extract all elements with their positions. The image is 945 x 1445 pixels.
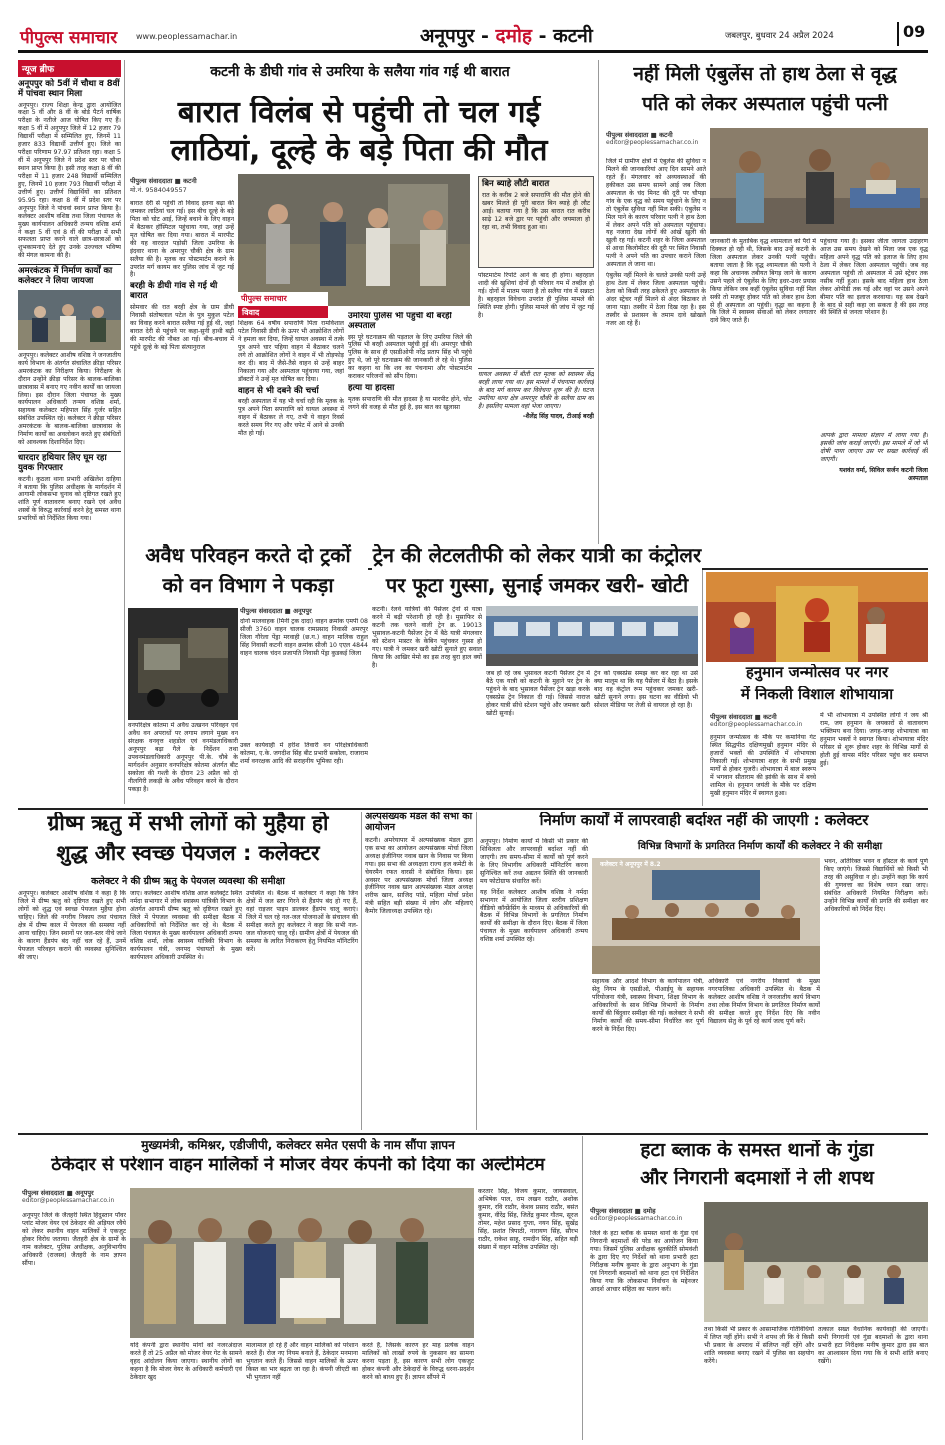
temple-col-2: में भी शोभायात्रा में उपस्थित लोगों ने जय श्री राम, जय हनुमान के जयकारों से वातावरण भक्तिमय बना दिया। जगह-जगह शोभायात्रा का हनुमान भक्तों ने स्वागत किया। शोभायात्रा मंदिर परिसर से शुरू होकर शहर के विभिन्न मार्गों से होती हुई वापस मंदिर परिसर पहुंच कर समाप्त हुई। bbox=[820, 712, 928, 767]
brief-headline-2: अमरकंटक में निर्माण कार्यों का कलेक्टर ने लिया जायजा bbox=[18, 264, 121, 287]
train-col-2: जब हो रहे जब भुसावल कटनी पैसेंजर ट्रेन में बैठे एक यात्री को कटनी के मुहाने पर ट्रेन के पहुंचने के बाद भुसावल पैसेंजर ट्रेन खड़ा करके एक्सप्रेस ट्रेन निकाल दी गई। जिससे नाराज होकर यात्री सीधे स्टेशन पहुंचे और जमकर खरी खोटी सुनाई। bbox=[486, 670, 590, 717]
masthead bbox=[0, 0, 945, 56]
mojar-col-3: मालामाल हो रहे हैं और वाहन मालिकों को परेशान करते हैं। रोज नए नियम बनाते हैं, ठेकेदार मनमाना भुगतान करते हैं। जिससे वाहन मालिकों के ऊपर किस्त का भार बढ़ता जा रहा है। कंपनी जीएटी का भी भुगतान नहीं bbox=[246, 1342, 358, 1381]
truck-headline-line-1: अवैध परिवहन करते दो ट्रकों bbox=[128, 544, 368, 572]
masthead-url[interactable]: www.peoplessamachar.in bbox=[136, 32, 238, 41]
water-headline-2: शुद्ध और स्वच्छ पेयजल : कलेक्टर bbox=[56, 842, 320, 865]
mojar-col-1: अनूपपुर जिले के जैतहरी स्थित हिंदुस्तान पॉवर प्लांट मोजर वेयर एवं ठेकेदार की अड़ियल रवैये को लेकर स्थानीय वाहन मालिकों ने एकजुट होकर विरोध जताया। जैतहरी क्षेत्र के ग्रामों के नाम कलेक्टर, पुलिस अधीक्षक, अनुविभागीय अधिकारी (राजस्व) जैतहरी के नाम ज्ञापन सौंपा। bbox=[22, 1212, 126, 1267]
column-divider bbox=[361, 812, 362, 1130]
barat-col-2: शिक्षक 64 वर्षीय सपाराणि पिता रामविशाल पटेल निवासी डीघी के ऊपर भी आक्रोशित लोगों ने हमला कर दिया, जिन्हें घायल अवस्था में तत्के पुत्र अपने चार पहिया वाहन में बैठाकर चलने लगे तो आक्रोशित लोगों ने वाहन में भी तोड़फोड़ कर दी। बाद में जैसे-तैसे वाहन से उन्हें बाहर निकाला गया और अस्पताल पहुंचाया गया, जहां डॉक्टरों ने उन्हें मृत घोषित कर दिया। वाहन से भी दबने की चर्चा बरही अस्पताल में यह भी चर्चा रही कि मृतक के पुत्र अपने पिता सपाराणि को घायल अवस्था में वाहन में बैठाकर ले गए, तभी ये वाहन रिवर्स करते समय गिर गए और चपेट में आने से उनकी मौत हो गई। bbox=[238, 320, 344, 438]
barat-quote: घायल अवस्था में बीती रात मृतक को स्वास्थ्य केंद्र बरही लाया गया था। इस मामले में पंचनामा कार्रवाई के बाद मर्ग कायम कर विवेचना शुरू की है। घटना उमरिया थाना क्षेत्र अमरपुर चौकी के सलैया ग्राम का है। इसलिए मामला वहां भेजा जाएगा। -शैलेंद्र सिंह यादव, टीआई बरही bbox=[478, 368, 594, 486]
water-col-1: अनूपपुर। कलेक्टर आशीष वशिष्ठ ने कहा है कि जिले में ग्रीष्म ऋतु को दृष्टिगत रखते हुए सभी लोगों को शुद्ध एवं स्वच्छ पेयजल मुहैया होना चाहिए। जिले की नगरीय निकाय तथा पंचायत क्षेत्र में ग्रीष्म काल में पेयजल की समस्या नहीं आना चाहिए। जिन स्थानों पर जल-स्तर नीचे जाने के कारण हैंडपंप बंद नहीं चल रहे हैं, उनमें पेयजल परिवहन कराने की व्यवस्था सुनिश्चित की जाए। bbox=[18, 890, 126, 961]
brief-body-3: कटनी। कुठला थाना प्रभारी अखिलेश दाहिया ने बताया कि पुलिस अधीक्षक के मार्गदर्शन में आगामी लोकसभा चुनाव को दृष्टिगत रखते हुए शांति पूर्ण वातावरण बनाए रखने एवं अवैध शस्त्रों के विरुद्ध कार्रवाई करने हेतु समस्त थाना प्रभारियों को निर्देशित किया गया। bbox=[18, 475, 121, 523]
masthead-region: अनूपपुर - दमोह - कटनी bbox=[420, 25, 593, 47]
review-photo-caption: कलेक्टर ने अनूपपुर में 8.2 bbox=[600, 861, 661, 868]
header-rule bbox=[18, 50, 928, 53]
train-col-3: ट्रेन को एक्सप्रेस समझ कर कर रहा था उसे क्या मालूम था कि यह पैसेंजर में बैठा है। इसके बाद वह कंट्रोल रूम पहुंचकर जमकर खरी-खोटी सुनाने लगा। इस घटना का वीडियो भी सोशल मीडिया पर तेजी से वायरल हो रहा है। bbox=[594, 670, 698, 709]
section-rule bbox=[18, 1133, 928, 1135]
review-col-1: अनूपपुर। निर्माण कार्यों में किसी भी प्रकार की शिथिलता और लापरवाही बर्दाश्त नहीं की जाएगी। तय समय-सीमा में कार्यों को पूर्ण करने के लिए विभागीय अधिकारी मॉनिटरिंग करना सुनिश्चित करें तथा अद्यतन स्थिति की जानकारी मय फोटोग्राफ संधारित करें। यह निर्देश कलेक्टर आशीष वशिष्ठ ने नर्मदा सभागार में आयोजित जिला स्तरीय प्रशिक्षण वीडियो कॉन्फ्रेंसिंग के माध्यम से अधिकारियों की बैठक में विभिन्न विभागों के प्रगतिरत निर्माण कार्यों की समीक्षा के दौरान दिए। बैठक में जिला पंचायत के मुख्य कार्यपालन अधिकारी तन्मय वशिष्ठ शर्मा उपस्थित रहे। bbox=[480, 838, 588, 944]
goonda-headline-2: और निगरानी बदमाशों ने ली शपथ bbox=[640, 1168, 874, 1189]
water-col-3: उपस्थित थे। बैठक में कलेक्टर ने कहा कि जिन क्षेत्रों में जल स्तर गिरने से हैंडपंप बंद हो गए हैं, वहां राइजर पाइप डालकर हैंडपंप चालू कराएं। जिले में चल रहे नल-जल योजनाओं के संचालन की समीक्षा करते हुए कलेक्टर ने कहा कि सभी नल-जल योजनाएं चालू रहें। ग्रामीण क्षेत्रों में पेयजल की समस्या के त्वरित निराकरण हेतु नियमित मॉनिटरिंग करें। bbox=[246, 890, 358, 953]
mojar-photo bbox=[130, 1188, 474, 1338]
goonda-col-1: जिले के हटा ब्लॉक के समस्त थानों के गुंडा एवं निगरानी बदमाशों की परेड का आयोजन किया गया। जिसमें पुलिस अधीक्षक श्रुतकीर्ति सोमवंशी के द्वारा दिए गए निर्देशों को थाना प्रभारी हटा निरीक्षक मनीष कुमार के द्वारा अनुभाग के गुंडा एवं निगरानी बदमाशों को थाना हटा एवं निर्देशित किया गया कि लोकसभा निर्वाचन के मद्देनजर आदर्श आचार संहिता का पालन करें। bbox=[590, 1230, 698, 1293]
ambulance-headline-2: पति को लेकर अस्पताल पहुंची पत्नी bbox=[642, 94, 888, 115]
mojar-headline: ठेकेदार से परेशान वाहन मालिकों ने मोजर वेयर कंपनी को दिया का अल्टीमेटम bbox=[51, 1156, 545, 1175]
truck-extra-text: उक्त कार्यवाही में हरीश तिवारी वन परिक्षेत्राधिकारी कोतमा, ए.के. जगदीश सिंह बीट प्रभारी सकोला, राजाराम शर्मा वनरक्षक आदि की सराहनीय भूमिका रही। bbox=[240, 742, 368, 765]
brief-body-2: अनूपपुर। कलेक्टर आशीष वशिष्ठ ने जनजातीय कार्य विभाग के अंतर्गत संचालित क्रीड़ा परिसर अमरकंटक का निरीक्षण किया। निरीक्षण के दौरान उन्होंने क्रीड़ा परिसर के बालक-बालिका छात्रावास में बनाए गए नवीन कार्यों का जायजा लिया। इस दौरान जिला पंचायत के मुख्य कार्यपालन अधिकारी तन्मय वशिष्ठ शर्मा, सहायक कलेक्टर महिपाल सिंह गुर्जर सहित संबंधित उपस्थित रहे। कलेक्टर ने क्रीड़ा परिसर अमरकंटक के बालक-बालिका छात्रावास के निर्माण कार्यों का अवलोकन करते हुए संबंधितों को आवश्यक दिशानिर्देश दिए। bbox=[18, 351, 121, 447]
temple-photo bbox=[706, 572, 928, 662]
review-headline: निर्माण कार्यों में लापरवाही बर्दाश्त नहीं की जाएगी : कलेक्टर bbox=[539, 812, 869, 829]
goonda-byline: पीपुल्स संवाददाता ■ दमोह editor@peoplessamachar.co.in bbox=[590, 1207, 683, 1222]
barat-box: बिन ब्याहे लौटी बारात रात के करीब 2 बजे सपाराणि की मौत होने की खबर मिलते ही पूरी बारात बिन ब्याहे ही लौट आई। बताया गया है कि उस बारात रात करीब साढ़े 12 बजे द्वार पर पहुंची और जयमाला हो रहा था, तभी विवाद हुआ था। bbox=[478, 176, 594, 268]
mojar-byline: पीपुल्स संवाददाता ■ अनूपपुर editor@peoplessamachar.co.in bbox=[22, 1189, 115, 1204]
page-number: 09 bbox=[897, 22, 927, 46]
ambulance-headline-1: नहीं मिली एंबुलेंस तो हाथ ठेला से वृद्ध bbox=[633, 64, 897, 85]
ambulance-col-1: जिले में ग्रामीण क्षेत्रों में एंबुलेंस की सुविधा न मिलने की जानकारियां आए दिन सामने आते रहते हैं। मंगलवार को अव्यवस्थाओं की हकीकत उस समय सामने आई जब जिला अस्पताल के चंद मिनट की दूरी पर चौपड़ा गांव के एक वृद्ध को समय पहुंचाने के लिए न तो एंबुलेंस सुविधा नहीं मिल सकी। एंबुलेंस न मिल पाने के कारण परिवार पत्नी ने हाथ ठेला में लेकर अपने पति को अस्पताल पहुंचाया। यह नजारा देख लोगों की आंखें खुली की खुली रह गई। कटनी शहर के जिला अस्पताल से आधा किलोमीटर की दूरी पर स्थित निवासी पत्नी ने अपने पति का उपचार कराने जिला अस्पताल ले जाना था। एंबुलेंस नहीं मिलने के चलते उनकी पत्नी उन्हें हाथ ठेला में लेकर जिला अस्पताल पहुंची। ठेला को किसी तरह ढकेलते हुए अस्पताल के अंदर स्ट्रेचर नहीं मिलने से अंदर बिठाकर ले जाना पड़ा। तस्वीर में ठेला दिख रहा है। इस तस्वीर से प्रशासन के तमाम दावे खोखले नजर आ रहे हैं। bbox=[606, 158, 706, 327]
barat-headline-1: बारात विलंब से पहुंची तो चल गई bbox=[177, 96, 541, 130]
masthead-logo: पीपुल्स समाचार bbox=[20, 28, 118, 48]
ambulance-note: आपके द्वारा मामला संज्ञान में लाया गया है। इसकी जांच कराई जाएगी। इस मामले में जो भी दोषी पाया जाएगा उस पर सख्त कार्रवाई की जाएगी। यशवंत वर्मा, सिविल सर्जन कटनी जिला अस्पताल bbox=[820, 432, 928, 482]
temple-headline-2: में निकली विशाल शोभायात्रा bbox=[740, 686, 894, 703]
truck-col-1: वनपरिक्षेत्र कोतमा में अवैध उत्खनन परिवहन एवं अवैध वन अपराधों पर लगाम लगाने मुख्य वन संरक्षक वनवृत्त शहडोल एवं वनमंडलाधिकारी अनूपपुर बढ़ा गैले के निर्देशन तथा उपवनमंडलाधिकारी अनूपपुर पी.के. चौबे के मार्गदर्शन अनुसार वनपरिक्षेत्र कोतमा अंतर्गत बीट सकोला की गश्ती के दौरान 23 अप्रैल को दो नीलगिरी लकड़ी के अवैध परिवहन करने के दौरान पकड़ा है। bbox=[128, 722, 238, 793]
column-divider bbox=[598, 60, 599, 570]
mojar-col-4: करते हैं, जिसके कारण हर माह प्रत्येक वाहन मालिकों को लाखों रुपये के नुकसान का सामना करना पड़ता है, इस कारण सभी लोग एकजुट होकर कंपनी और ठेकेदारों के विरुद्ध धरना-प्रदर्शन करने को बाध्य हुए हैं। ज्ञापन सौंपने में bbox=[362, 1342, 474, 1381]
temple-byline: पीपुल्स संवाददाता ■ कटनी editor@peoplessamachar.co.in bbox=[710, 713, 803, 728]
barat-col-1: बारात देरी से पहुंची तो विवाद इतना बढ़ा की जमकर लाठियां चल गई। इस बीच दूल्हे के बड़े पिता को चोट आई, जिन्हें बचाने के लिए वाहन में बैठाकर हॉस्पिटल पहुंचाया गया, जहां उन्हें मृत घोषित कर दिया गया। बारात में मारपीट की यह वारदात पड़ोसी जिला उमरिया के इंदवार थाना के अमरपुर चौकी क्षेत्र के ग्राम सलैया की है। मृतक का पोस्टमार्टम कराने के उपरांत मर्ग कायम कर पुलिस जांच में जुट गई है। बरही के डीघी गांव से गई थी बारात सोमवार की रात बरही क्षेत्र के ग्राम डीघी निवासी संतोषलाल पटेल के पुत्र मुकुल पटेल का विवाह करने बारात सलैया गई हुई थी, जहां बारात देरी से पहुंचने पर कहा-सुनी हाथी बढ़ी की मारपीट की नौबत आ गई। बीच-बचाव में पहुंचे दूल्हे के बड़े पिता संत्यानुराज bbox=[130, 200, 234, 351]
review-col-2: सहायक और आदर्श विभाग के कार्यपालन यंत्री, सेतु निगम के एसडीओ, पीआईयू के सहायक परियोजना यंत्री, स्वास्थ्य विभाग, शिक्षा विभाग के अधिकारियों के साथ विभिन्न विभागों के निर्माण कार्यों की बिंदुवार समीक्षा की गई। कलेक्टर ने सभी निर्माण कार्यों की समय-सीमा निर्धारित कर पूर्ण करने के निर्देश दिए। bbox=[592, 978, 704, 1033]
water-subhead: कलेक्टर ने की ग्रीष्म ऋतु के पेयजल व्यवस्था की समीक्षा bbox=[91, 876, 285, 887]
column-divider bbox=[476, 812, 477, 1130]
brief-body-1: अनूपपुर। राज्य शिक्षा केन्द्र द्वारा आयोजित कक्षा 5 वीं और 8 वीं के बोर्ड पैटर्न वार्षिक परीक्षा के नतीजे आज घोषित किए गए हैं। कक्षा 5 वीं में अनूपपुर जिले में 12 हजार 79 विद्यार्थी परीक्षा में सम्मिलित हुए, जिनमें 11 हजार 833 विद्यार्थी उत्तीर्ण हुए। जिले का परीक्षा परिणाम 97.97 प्रतिशत रहा। कक्षा 5 वीं में अनूपपुर जिले ने प्रदेश स्तर पर चौथा स्थान प्राप्त किया है। इसी तरह कक्षा 8 वीं की परीक्षा में 11 हजार 248 विद्यार्थी सम्मिलित हुए, जिनमें 10 हजार 793 विद्यार्थी परीक्षा में उत्तीर्ण हुए। उत्तीर्ण विद्यार्थियों का प्रतिशत 95.95 रहा। कक्षा 8 वीं में प्रदेश स्तर पर अनूपपुर जिले ने पांचवां स्थान प्राप्त किया है। कलेक्टर आशीष वशिष्ठ तथा जिला पंचायत के मुख्य कार्यपालन अधिकारी तन्मय वशिष्ठ शर्मा ने कक्षा 5 वीं एवं 8 वीं की परीक्षा में सभी सफलता प्राप्त करने वाले छात्र-छात्राओं को शुभकामनाएं देते हुए उनके उज्ज्वल भविष्य की मंगल कामना की है। bbox=[18, 101, 121, 260]
mojar-kicker: मुख्यमंत्री, कमिश्नर, एडीजीपी, कलेक्टर समेत एसपी के नाम सौंपा ज्ञापन bbox=[141, 1138, 455, 1152]
brief-headline-1: अनूपपुर को 5वीं में चौथा व 8वीं में पांचवा स्थान मिला bbox=[18, 79, 120, 99]
barat-col-4: पोस्टमार्टम रिपोर्ट आने के बाद ही होगा। बहरहाल शादी की खुशियां दोनों ही परिवार गम में तब्दील हो गई। दोनों में मातम पसरा है तो सलैया गांव में सन्नाटा है। बहरहाल विवेचना उपरांत ही पुलिस मामले की स्थिति स्पष्ट होगी। पुलिस मामले की जांच में जुट गई है। bbox=[478, 272, 594, 319]
review-col-4: भवन, अतिरिक्त भवन व हॉस्टल के कार्य पूर्ण किए जाएंगे। जिससे विद्यार्थियों को किसी भी तरह की असुविधा न हो। उन्होंने कहा कि कार्य की गुणवत्ता का विशेष ध्यान रखा जाए। संबंधित अधिकारी नियमित निरीक्षण करें। उन्होंने विभिन्न कार्यों की प्रगति की समीक्षा कर अधिकारियों को निर्देश दिए। bbox=[824, 858, 928, 913]
barat-headline-2: लाठियां, दूल्हे के बड़े पिता की मौत bbox=[170, 134, 548, 168]
barat-kicker: कटनी के डीघी गांव से उमरिया के सलैया गांव गई थी बारात bbox=[210, 64, 510, 80]
water-col-2: जाए। कलेक्टर आशीष वशिष्ठ आज कलेक्ट्रेट स्थित नर्मदा सभागार में लोक स्वास्थ्य यांत्रिकी विभाग के अंतर्गत आगामी ग्रीष्म ऋतु को दृष्टिगत रखते हुए जिले में पेयजल व्यवस्था की समीक्षा बैठक में अधिकारियों को निर्देशित कर रहे थे। बैठक में जिला पंचायत के मुख्य कार्यपालन अधिकारी तन्मय वशिष्ठ शर्मा, लोक स्वास्थ्य यांत्रिकी विभाग के कार्यपालन यंत्री, जनपद पंचायतों के मुख्य कार्यपालन अधिकारी उपस्थित थे। bbox=[130, 890, 242, 961]
barat-col-3: उमरिया पुलिस भी पहुंची थी बरही अस्पताल इस पूरे घटनाक्रम की पड़ताल के लिए उमरिया जिले की पुलिस भी बरही अस्पताल पहुंची हुई थी। अमरपुर चौकी पुलिस के साथ ही एसडीओपी नरेंद्र प्रताप सिंह भी पहुंचे हुए थे, जो पूरे घटनाक्रम की जानकारी ले रहे थे। पुलिस का कहना था कि शव का पंचनामा और पोस्टमार्टम कराकर परिजनों को सौंप दिया। हत्या या हादसा मृतक सपाराणि की मौत हादसा है या मारपीट होने, चोट लगने की वजह से मौत हुई है, इस बात का खुलासा bbox=[348, 312, 472, 411]
truck-headline-line-2: को वन विभाग ने पकड़ा bbox=[162, 574, 334, 597]
temple-col-1: हनुमान जन्मोत्सव के मौके पर कमानिया गेट स्थित सिद्धपीठ दक्षिणमुखी हनुमान मंदिर से हजारों भक्तों की उपस्थिति में शोभायात्रा निकाली गई। शोभायात्रा शहर के सभी प्रमुख मार्गों से होकर गुजरी। शोभायात्रा में बाल स्वरूप में भगवान सीताराम की झांकी के साथ में बच्चे शामिल थे। हनुमान जयंती के मौके पर दक्षिण मुखी हनुमान मंदिर में स्वागत हुआ। bbox=[710, 734, 816, 797]
mojar-col-5: करतार सिंह, विजय कुमार, जायसवाल, अभिषेक पाल, राम लखन राठौर, अशोक कुमार, रवि राठौर, केशव प्रसाद राठौर, बसंत कुमार, वीरेंद्र सिंह, जितेंद्र कुमार गौतम, सूरज तोमर, महेश प्रसाद गुप्ता, नयन सिंह, सुखेंद्र सिंह, प्रशांत त्रिपाठी, नारायण सिंह, सौरभ राठौर, राकेश साहू, रामदीन सिंह, सहित बड़ी संख्या में वाहन मालिक उपस्थित रहे। bbox=[478, 1188, 578, 1251]
news-brief-column bbox=[18, 60, 121, 804]
section-rule bbox=[18, 808, 928, 810]
train-headline-1: ट्रेन की लेटलतीफी को लेकर यात्री का कंट्रोलर bbox=[372, 544, 702, 572]
truck-col-3: दोनों मालवाहक (मिनी ट्रक दादा) वाहन क्रमांक एमपी 08 सीजी 3760 वाहन चालक रामप्रसाद निवासी अमरपुर जिला गौरेला पेंड्रा मरवाही (छ.ग.) वाहन मालिक राहुल सिंह निवासी कटनी वाहन क्रमांक सीजी 10 एएल 4844 वाहन चालक चंदन प्रजापति निवासी पेंड्रा कुडकई जिला bbox=[240, 618, 368, 657]
ambulance-photo bbox=[710, 128, 928, 234]
masthead-date: जबलपुर, बुधवार 24 अप्रैल 2024 bbox=[725, 31, 834, 41]
minority-story: अल्पसंख्यक मंडल की सभा का आयोजन कटनी। अमरेयापार में अल्पसंख्यक मंडल द्वारा एक सभा का आयोजन अल्पसंख्यक मोर्चा जिला अध्यक्ष इंजीनियर नवाब खान के निवास पर किया गया। इस सभा की अध्यक्षता राज्य हज कमेटी के चेयरमैन रफत वारसी ने संबोधित किया। इस अवसर पर अल्पसंख्यक मोर्चा जिला अध्यक्ष इंजीनियर नवाब खान अल्पसंख्यक मंडल अध्यक्ष शरीफ खान, साजिद पांडे, महिला मोर्चा प्रदेश मंत्री सहित बड़ी संख्या में लोग और महिलाएं कैमोर जिलाध्यक्ष उपस्थित रहे। bbox=[365, 812, 473, 916]
barat-badge-category: विवाद bbox=[238, 306, 328, 318]
goonda-col-3: तत्काल सख्त वैधानिक कार्यवाही की जाएगी। सभी निगरानी एवं गुंडा बदमाशों के द्वारा थाना प्रभारी हटा निरीक्षक मनीष कुमार द्वारा इस बात का आश्वासन दिया गया कि वे सभी शांति बनाए रखेंगे। bbox=[818, 1326, 928, 1365]
review-col-3: अधिकारी एवं नगरीय निकायों के मुख्य नगरपालिका अधिकारी उपस्थित थे। बैठक में कलेक्टर आशीष वशिष्ठ ने जनजातीय कार्य विभाग तथा लोक निर्माण विभाग के प्रगतिरत निर्माण कार्यों की समीक्षा करते हुए निर्देश दिए कि नवीन विद्यालय सेतु के पूर्व रहे कार्य जल्द पूर्ण करें। bbox=[708, 978, 820, 1025]
water-headline-1: ग्रीष्म ऋतु में सभी लोगों को मुहैया हो bbox=[47, 812, 329, 835]
train-col-1: कटनी। रेलवे यात्रियों की पैसेंजर ट्रेनों से यात्रा करने में बढ़ी परेशानी हो रही है। मुसाफिर से कटनी तक चलने वाली ट्रेन क्र. 19013 भुसावल-कटनी पैसेंजर ट्रेन में बैठे यात्री मंगलवार को स्टेशन मास्टर के केबिन पहुंचकर गुस्सा हो गए। यात्री ने जमकर खरी खोटी सुनाते हुए सवाल किया कि आखिर मेमो का इस तरह बुरा हाल क्यों है। bbox=[372, 606, 482, 669]
column-divider bbox=[702, 570, 703, 806]
ambulance-col-3: पहुंचाया गया है। इसका जीता जागता उदाहरण आज उस समय देखने को मिला जब एक वृद्ध महिला अपने वृद्ध पति को इलाज के लिए हाथ ठेला में लेकर जिला अस्पताल पहुंची। जब वह अस्पताल पहुंची तो अस्पताल में उसे स्ट्रेचर तक नसीब नहीं हुआ। इसके बाद महिला हाथ ठेला लेकर ओपीडी तक गई और वहां पर उसने अपने बीमार पति का इलाज करवाया। यह सब देखने के बाद से सही कहा जा सकता है की इस तरह की स्थिति से जनता परेशान है। bbox=[820, 238, 928, 317]
brief-photo bbox=[18, 290, 121, 350]
ambulance-col-2: जानकारी के मुताबिक वृद्ध श्यामलाल को पैरों में दिक्कत हो रही थी, जिसके बाद उन्हें कटनी के जिला अस्पताल लेकर उनकी पत्नी पहुंची। बताया जाता है कि वृद्ध श्यामलाल की पत्नी ने कहा कि अचानक तबीयत बिगड़ जाने के कारण उसने पहले तो एंबुलेंस के लिए इधर-उधर प्रयास किया लेकिन जब कहीं एंबुलेंस सुविधा नहीं मिल सकी तो मजबूर होकर पति को लेकर हाथ ठेला से ही अस्पताल आ पहुंची। वृद्धा का कहना है कि जिले में स्वास्थ्य सेवाओं को लेकर लगातार दावे किए जाते हैं। bbox=[710, 238, 816, 325]
truck-byline: पीपुल्स संवाददाता ■ अनूपपुर bbox=[240, 607, 312, 615]
barat-badge: पीपुल्स समाचार bbox=[238, 292, 328, 306]
goonda-photo bbox=[704, 1202, 928, 1322]
brief-headline-3: धारदार हथियार लिए घूम रहा युवक गिरफ्तार bbox=[18, 451, 121, 474]
barat-byline: पीपुल्स संवाददाता ■ कटनी मो.नं. 9584049557 bbox=[130, 177, 197, 194]
news-brief-tag: न्यूज ब्रीफ bbox=[18, 60, 121, 77]
column-divider bbox=[582, 1136, 583, 1440]
train-photo bbox=[486, 606, 698, 666]
goonda-headline-1: हटा ब्लाक के समस्त थानों के गुंडा bbox=[640, 1140, 874, 1161]
train-headline-2: पर फूटा गुस्सा, सुनाई जमकर खरी- खोटी bbox=[385, 574, 689, 597]
temple-headline-1: हनुमान जन्मोत्सव पर नगर bbox=[745, 664, 889, 681]
review-subhead: विभिन्न विभागों के प्रगतिरत निर्माण कार्यों की कलेक्टर ने की समीक्षा bbox=[637, 841, 883, 852]
review-photo bbox=[592, 858, 820, 974]
barat-photo bbox=[238, 174, 470, 306]
mojar-col-2: यदि कंपनी द्वारा स्थानीय मांगों को नजरअंदाज करते हैं तो 25 अप्रैल को मोजर वेयर गेट के सामने वृहद आंदोलन किया जाएगा। स्थानीय लोगों का कहना है कि मोजर वेयर के अधिकारी कर्मचारी एवं ठेकेदार खुद bbox=[130, 1342, 242, 1381]
goonda-col-2: तथा किसी भी प्रकार के आसामाजिक गतिविधियों में लिप्त नहीं होंगे। सभी ने शपथ ली कि वे किसी भी प्रकार के अपराध में संलिप्त नहीं रहेंगे और शांति व्यवस्था बनाए रखने में पुलिस का सहयोग करेंगे। bbox=[704, 1326, 814, 1365]
ambulance-byline: पीपुल्स संवाददाता ■ कटनी editor@peoplessamachar.co.in bbox=[606, 131, 699, 146]
truck-photo bbox=[128, 608, 238, 720]
